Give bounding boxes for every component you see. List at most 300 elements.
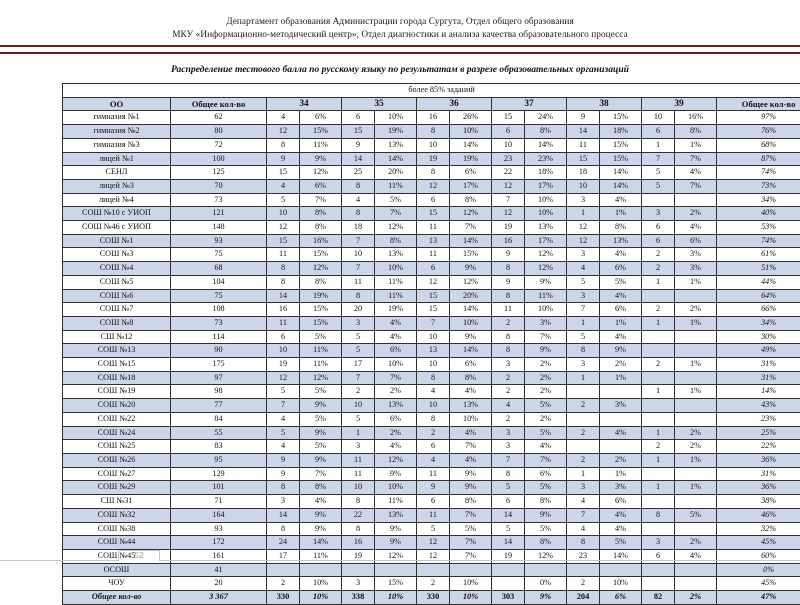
header-score-36: 36 bbox=[417, 97, 492, 111]
row-score-percent: 1% bbox=[675, 275, 717, 289]
row-score-percent: 9% bbox=[525, 344, 567, 358]
row-score-count: 2 bbox=[492, 385, 525, 399]
row-score-percent: 1% bbox=[600, 467, 642, 481]
row-organization-name: СОШ №15 bbox=[63, 358, 171, 372]
row-score-count: 1 bbox=[642, 275, 675, 289]
row-score-count: 12 bbox=[417, 536, 450, 550]
row-score-count: 11 bbox=[417, 508, 450, 522]
row-score-count: 3 bbox=[342, 440, 375, 454]
totals-score-percent: 10% bbox=[300, 591, 342, 605]
table-row bbox=[63, 371, 800, 385]
table-row bbox=[63, 262, 800, 276]
row-total-percent: 36% bbox=[717, 481, 800, 495]
row-score-percent: 14% bbox=[450, 344, 492, 358]
row-score-count: 4 bbox=[417, 453, 450, 467]
row-score-count: 12 bbox=[417, 179, 450, 193]
row-score-count: 15 bbox=[267, 166, 300, 180]
row-organization-name: СШ №12 bbox=[63, 330, 171, 344]
row-score-count: 8 bbox=[342, 495, 375, 509]
row-score-percent: 2% bbox=[675, 440, 717, 454]
row-score-percent: 7% bbox=[450, 536, 492, 550]
table-row bbox=[63, 344, 800, 358]
row-score-percent bbox=[675, 193, 717, 207]
table-row bbox=[63, 467, 800, 481]
row-score-percent: 4% bbox=[675, 221, 717, 235]
row-total-count: 70 bbox=[171, 179, 267, 193]
row-score-percent: 14% bbox=[300, 536, 342, 550]
table-row bbox=[63, 138, 800, 152]
row-score-percent: 7% bbox=[675, 179, 717, 193]
row-score-percent: 4% bbox=[675, 549, 717, 563]
row-score-percent bbox=[675, 330, 717, 344]
table-row bbox=[63, 303, 800, 317]
row-total-count: 83 bbox=[171, 440, 267, 454]
row-score-count: 3 bbox=[342, 316, 375, 330]
distribution-table-container bbox=[62, 83, 770, 605]
row-score-percent: 10% bbox=[450, 412, 492, 426]
row-score-percent: 15% bbox=[300, 316, 342, 330]
row-score-percent: 12% bbox=[300, 262, 342, 276]
table-row bbox=[63, 125, 800, 139]
row-score-percent: 10% bbox=[525, 193, 567, 207]
row-score-count: 11 bbox=[417, 248, 450, 262]
row-score-count: 2 bbox=[642, 248, 675, 262]
row-score-percent bbox=[675, 371, 717, 385]
row-score-count: 10 bbox=[567, 179, 600, 193]
row-score-percent: 9% bbox=[375, 536, 417, 550]
row-score-count: 5 bbox=[342, 344, 375, 358]
row-score-count bbox=[642, 577, 675, 591]
row-score-percent bbox=[675, 577, 717, 591]
row-score-count: 8 bbox=[492, 344, 525, 358]
totals-score-percent: 10% bbox=[375, 591, 417, 605]
row-score-percent: 10% bbox=[525, 303, 567, 317]
row-score-percent: 4% bbox=[600, 508, 642, 522]
row-total-count: 175 bbox=[171, 358, 267, 372]
row-organization-name: СОШ №7 bbox=[63, 303, 171, 317]
row-total-percent: 31% bbox=[717, 467, 800, 481]
row-score-percent: 10% bbox=[375, 262, 417, 276]
row-score-percent bbox=[675, 412, 717, 426]
row-score-count: 10 bbox=[642, 111, 675, 125]
row-score-count: 8 bbox=[342, 522, 375, 536]
row-total-percent: 60% bbox=[717, 549, 800, 563]
table-row bbox=[63, 522, 800, 536]
row-score-percent: 9% bbox=[375, 522, 417, 536]
row-score-percent: 9% bbox=[450, 262, 492, 276]
table-row bbox=[63, 426, 800, 440]
row-score-count: 9 bbox=[267, 152, 300, 166]
row-organization-name: СОШ №1 bbox=[63, 234, 171, 248]
row-score-count: 8 bbox=[492, 330, 525, 344]
table-row bbox=[63, 275, 800, 289]
row-score-percent: 16% bbox=[675, 111, 717, 125]
row-score-count: 11 bbox=[417, 221, 450, 235]
row-total-count: 20 bbox=[171, 577, 267, 591]
row-total-percent: 45% bbox=[717, 536, 800, 550]
row-score-count: 10 bbox=[417, 138, 450, 152]
row-score-count: 2 bbox=[492, 316, 525, 330]
row-total-percent: 97% bbox=[717, 111, 800, 125]
row-score-percent: 7% bbox=[450, 221, 492, 235]
table-row bbox=[63, 330, 800, 344]
row-score-percent: 13% bbox=[450, 399, 492, 413]
row-score-count: 6 bbox=[642, 221, 675, 235]
row-score-count: 7 bbox=[642, 152, 675, 166]
row-total-percent: 38% bbox=[717, 495, 800, 509]
row-score-count: 19 bbox=[267, 358, 300, 372]
row-score-percent: 8% bbox=[300, 207, 342, 221]
row-score-count: 6 bbox=[267, 330, 300, 344]
row-score-count: 14 bbox=[267, 508, 300, 522]
row-score-count: 2 bbox=[342, 385, 375, 399]
row-score-count: 9 bbox=[267, 453, 300, 467]
row-score-percent: 6% bbox=[375, 412, 417, 426]
row-score-count: 8 bbox=[267, 481, 300, 495]
row-organization-name: СОШ №3 bbox=[63, 248, 171, 262]
row-organization-name: СОШ №6 bbox=[63, 289, 171, 303]
header-total-right: Общее кол-во bbox=[717, 97, 800, 111]
row-score-percent: 24% bbox=[525, 111, 567, 125]
row-score-count: 3 bbox=[567, 193, 600, 207]
row-total-count: 164 bbox=[171, 508, 267, 522]
row-score-count bbox=[567, 385, 600, 399]
header-score-38: 38 bbox=[567, 97, 642, 111]
row-score-count: 11 bbox=[267, 248, 300, 262]
row-score-percent: 6% bbox=[300, 179, 342, 193]
row-score-count: 7 bbox=[342, 262, 375, 276]
row-total-count: 97 bbox=[171, 371, 267, 385]
row-score-percent: 8% bbox=[675, 125, 717, 139]
row-score-percent: 13% bbox=[600, 234, 642, 248]
row-score-percent: 6% bbox=[450, 166, 492, 180]
table-row bbox=[63, 508, 800, 522]
row-score-percent: 7% bbox=[525, 330, 567, 344]
row-score-count: 11 bbox=[342, 467, 375, 481]
row-score-percent: 20% bbox=[450, 289, 492, 303]
totals-score-percent: 6% bbox=[600, 591, 642, 605]
page-number: 52 bbox=[118, 550, 160, 561]
row-score-percent: 11% bbox=[300, 344, 342, 358]
row-score-count: 6 bbox=[642, 125, 675, 139]
row-score-count: 16 bbox=[342, 536, 375, 550]
row-score-percent: 11% bbox=[300, 549, 342, 563]
row-score-percent: 13% bbox=[375, 399, 417, 413]
row-organization-name: СОШ №25 bbox=[63, 440, 171, 454]
row-score-count: 12 bbox=[567, 234, 600, 248]
row-score-percent: 14% bbox=[600, 166, 642, 180]
row-score-percent bbox=[675, 522, 717, 536]
row-score-percent: 7% bbox=[675, 152, 717, 166]
row-score-percent: 9% bbox=[300, 453, 342, 467]
row-total-count: 75 bbox=[171, 248, 267, 262]
row-organization-name: СОШ №13 bbox=[63, 344, 171, 358]
row-score-count: 12 bbox=[267, 371, 300, 385]
header-total-left: Общее кол-во bbox=[171, 97, 267, 111]
row-score-count: 7 bbox=[417, 316, 450, 330]
row-score-count: 4 bbox=[417, 385, 450, 399]
row-score-count bbox=[642, 193, 675, 207]
row-score-percent: 3% bbox=[600, 399, 642, 413]
row-score-count: 1 bbox=[642, 453, 675, 467]
row-score-count: 9 bbox=[567, 111, 600, 125]
row-organization-name: СОШ №27 bbox=[63, 467, 171, 481]
row-score-percent: 12% bbox=[375, 221, 417, 235]
row-score-percent: 12% bbox=[450, 207, 492, 221]
totals-score-count: 338 bbox=[342, 591, 375, 605]
row-total-count: 172 bbox=[171, 536, 267, 550]
row-score-percent: 14% bbox=[600, 179, 642, 193]
row-organization-name: СОШ №10 с УИОП bbox=[63, 207, 171, 221]
row-score-percent bbox=[600, 385, 642, 399]
row-score-count: 22 bbox=[342, 508, 375, 522]
row-score-count: 10 bbox=[342, 481, 375, 495]
row-score-percent: 17% bbox=[450, 179, 492, 193]
row-score-count: 10 bbox=[267, 344, 300, 358]
row-score-percent: 2% bbox=[675, 207, 717, 221]
row-score-count: 5 bbox=[342, 330, 375, 344]
row-score-count: 1 bbox=[567, 371, 600, 385]
row-score-percent: 12% bbox=[450, 275, 492, 289]
row-score-count: 11 bbox=[267, 316, 300, 330]
row-score-count: 10 bbox=[417, 358, 450, 372]
row-score-percent: 14% bbox=[450, 234, 492, 248]
row-score-percent: 6% bbox=[450, 358, 492, 372]
row-score-count: 3 bbox=[342, 577, 375, 591]
row-score-percent: 15% bbox=[300, 125, 342, 139]
row-score-count: 14 bbox=[267, 289, 300, 303]
row-score-count: 10 bbox=[342, 399, 375, 413]
header-divider-rule bbox=[0, 45, 800, 54]
row-score-percent: 8% bbox=[525, 536, 567, 550]
row-score-percent: 5% bbox=[675, 508, 717, 522]
totals-score-percent: 2% bbox=[675, 591, 717, 605]
totals-score-count: 82 bbox=[642, 591, 675, 605]
row-score-count: 17 bbox=[267, 549, 300, 563]
row-score-count: 8 bbox=[342, 289, 375, 303]
row-score-percent: 5% bbox=[450, 522, 492, 536]
row-score-percent: 10% bbox=[300, 577, 342, 591]
row-score-percent: 8% bbox=[375, 234, 417, 248]
row-score-percent: 8% bbox=[300, 481, 342, 495]
row-score-count: 2 bbox=[417, 426, 450, 440]
row-score-count: 2 bbox=[417, 577, 450, 591]
row-score-count: 8 bbox=[642, 508, 675, 522]
row-score-percent: 14% bbox=[375, 152, 417, 166]
row-total-count: 84 bbox=[171, 412, 267, 426]
row-score-percent: 19% bbox=[375, 125, 417, 139]
row-score-count: 2 bbox=[642, 303, 675, 317]
row-score-count: 4 bbox=[267, 111, 300, 125]
totals-score-count: 330 bbox=[267, 591, 300, 605]
row-score-percent: 9% bbox=[450, 481, 492, 495]
row-score-percent: 2% bbox=[600, 453, 642, 467]
row-score-percent bbox=[600, 412, 642, 426]
row-score-percent: 1% bbox=[675, 358, 717, 372]
header-oo: ОО bbox=[63, 97, 171, 111]
row-total-percent: 0% bbox=[717, 563, 800, 577]
row-score-percent: 13% bbox=[375, 248, 417, 262]
row-score-percent: 8% bbox=[525, 125, 567, 139]
row-score-count: 3 bbox=[567, 289, 600, 303]
row-score-count: 7 bbox=[492, 453, 525, 467]
row-organization-name: лицей №3 bbox=[63, 179, 171, 193]
row-score-percent: 10% bbox=[525, 207, 567, 221]
row-score-count: 4 bbox=[567, 522, 600, 536]
row-score-percent: 10% bbox=[450, 577, 492, 591]
row-total-percent: 34% bbox=[717, 316, 800, 330]
row-score-count: 6 bbox=[417, 495, 450, 509]
row-score-percent: 10% bbox=[450, 316, 492, 330]
table-row bbox=[63, 399, 800, 413]
table-row bbox=[63, 248, 800, 262]
row-score-count: 23 bbox=[567, 549, 600, 563]
table-row bbox=[63, 358, 800, 372]
row-total-percent: 31% bbox=[717, 371, 800, 385]
row-score-percent: 3% bbox=[600, 481, 642, 495]
row-score-count: 10 bbox=[342, 248, 375, 262]
row-score-percent: 14% bbox=[450, 303, 492, 317]
row-score-count: 1 bbox=[642, 481, 675, 495]
row-total-percent: 61% bbox=[717, 248, 800, 262]
row-score-count: 19 bbox=[417, 152, 450, 166]
row-score-count: 15 bbox=[417, 207, 450, 221]
row-score-percent: 5% bbox=[600, 275, 642, 289]
row-score-count bbox=[492, 577, 525, 591]
totals-score-count: 330 bbox=[417, 591, 450, 605]
row-score-percent: 2% bbox=[375, 426, 417, 440]
row-score-percent: 12% bbox=[375, 549, 417, 563]
row-score-count: 7 bbox=[342, 371, 375, 385]
row-score-count: 14 bbox=[492, 536, 525, 550]
row-score-count: 9 bbox=[417, 481, 450, 495]
row-score-count: 8 bbox=[267, 275, 300, 289]
row-score-percent: 4% bbox=[375, 330, 417, 344]
row-score-count: 9 bbox=[342, 138, 375, 152]
table-totals-row bbox=[63, 591, 800, 605]
row-organization-name: СОШ №45 bbox=[63, 549, 171, 563]
row-score-percent: 1% bbox=[675, 481, 717, 495]
table-row bbox=[63, 179, 800, 193]
table-row bbox=[63, 221, 800, 235]
row-total-count: 101 bbox=[171, 481, 267, 495]
row-score-percent: 15% bbox=[300, 303, 342, 317]
row-score-count: 5 bbox=[492, 481, 525, 495]
row-score-count: 11 bbox=[342, 453, 375, 467]
row-score-count: 6 bbox=[417, 440, 450, 454]
row-organization-name: СОШ №4 bbox=[63, 262, 171, 276]
row-total-percent: 36% bbox=[717, 453, 800, 467]
row-score-percent: 6% bbox=[600, 495, 642, 509]
table-banner-row bbox=[63, 84, 800, 98]
row-score-percent: 4% bbox=[450, 426, 492, 440]
row-score-count: 3 bbox=[492, 358, 525, 372]
row-score-count: 23 bbox=[492, 152, 525, 166]
row-score-percent: 18% bbox=[525, 166, 567, 180]
table-row bbox=[63, 453, 800, 467]
totals-score-count: 204 bbox=[567, 591, 600, 605]
row-total-percent: 30% bbox=[717, 330, 800, 344]
row-score-percent: 8% bbox=[450, 193, 492, 207]
row-score-percent: 2% bbox=[525, 371, 567, 385]
totals-total-percent: 47% bbox=[717, 591, 800, 605]
row-score-percent: 6% bbox=[675, 234, 717, 248]
row-total-count: 80 bbox=[171, 125, 267, 139]
row-score-percent: 14% bbox=[525, 138, 567, 152]
row-score-count: 11 bbox=[417, 467, 450, 481]
row-organization-name: СОШ №5 bbox=[63, 275, 171, 289]
row-score-count: 8 bbox=[417, 371, 450, 385]
row-score-percent: 1% bbox=[600, 371, 642, 385]
row-score-percent: 7% bbox=[450, 508, 492, 522]
row-score-count: 7 bbox=[492, 193, 525, 207]
row-score-percent bbox=[675, 495, 717, 509]
row-score-percent: 11% bbox=[375, 179, 417, 193]
row-score-percent: 23% bbox=[525, 152, 567, 166]
row-score-percent: 7% bbox=[300, 467, 342, 481]
row-score-count: 4 bbox=[342, 193, 375, 207]
table-row bbox=[63, 412, 800, 426]
row-score-count: 12 bbox=[567, 221, 600, 235]
table-row bbox=[63, 316, 800, 330]
row-score-count bbox=[642, 330, 675, 344]
row-score-percent: 15% bbox=[600, 138, 642, 152]
row-score-count: 15 bbox=[267, 234, 300, 248]
totals-score-count: 303 bbox=[492, 591, 525, 605]
table-row bbox=[63, 577, 800, 591]
row-total-count: 55 bbox=[171, 426, 267, 440]
report-title: Распределение тестового балла по русскому языку по результатам в разрезе образовательных организаций bbox=[0, 64, 800, 75]
row-total-count: 104 bbox=[171, 275, 267, 289]
row-score-percent: 9% bbox=[600, 344, 642, 358]
row-total-count: 114 bbox=[171, 330, 267, 344]
totals-score-percent: 9% bbox=[525, 591, 567, 605]
row-score-count: 10 bbox=[267, 207, 300, 221]
row-total-count: 73 bbox=[171, 193, 267, 207]
row-score-percent: 9% bbox=[450, 467, 492, 481]
row-score-percent: 5% bbox=[525, 522, 567, 536]
row-score-percent: 4% bbox=[600, 248, 642, 262]
row-score-percent: 4% bbox=[675, 166, 717, 180]
row-score-percent: 26% bbox=[450, 111, 492, 125]
row-score-count: 2 bbox=[492, 371, 525, 385]
row-score-count: 4 bbox=[567, 495, 600, 509]
row-score-percent: 15% bbox=[375, 577, 417, 591]
row-score-count: 19 bbox=[342, 549, 375, 563]
row-total-percent: 43% bbox=[717, 399, 800, 413]
row-total-percent: 87% bbox=[717, 152, 800, 166]
row-score-count bbox=[642, 522, 675, 536]
page-footer bbox=[0, 548, 800, 566]
row-total-percent: 40% bbox=[717, 207, 800, 221]
row-total-count: 62 bbox=[171, 111, 267, 125]
row-score-percent: 5% bbox=[300, 440, 342, 454]
row-score-count: 24 bbox=[267, 536, 300, 550]
row-score-percent: 1% bbox=[675, 138, 717, 152]
row-score-count: 6 bbox=[417, 193, 450, 207]
row-score-percent: 13% bbox=[525, 221, 567, 235]
row-total-count: 93 bbox=[171, 234, 267, 248]
row-score-percent: 2% bbox=[675, 303, 717, 317]
row-score-percent: 5% bbox=[600, 536, 642, 550]
row-score-count: 18 bbox=[567, 166, 600, 180]
row-score-count: 5 bbox=[267, 385, 300, 399]
row-score-percent: 12% bbox=[525, 248, 567, 262]
row-organization-name: СОШ №20 bbox=[63, 399, 171, 413]
row-score-count: 2 bbox=[567, 399, 600, 413]
row-total-percent: 45% bbox=[717, 577, 800, 591]
row-score-percent: 5% bbox=[375, 193, 417, 207]
